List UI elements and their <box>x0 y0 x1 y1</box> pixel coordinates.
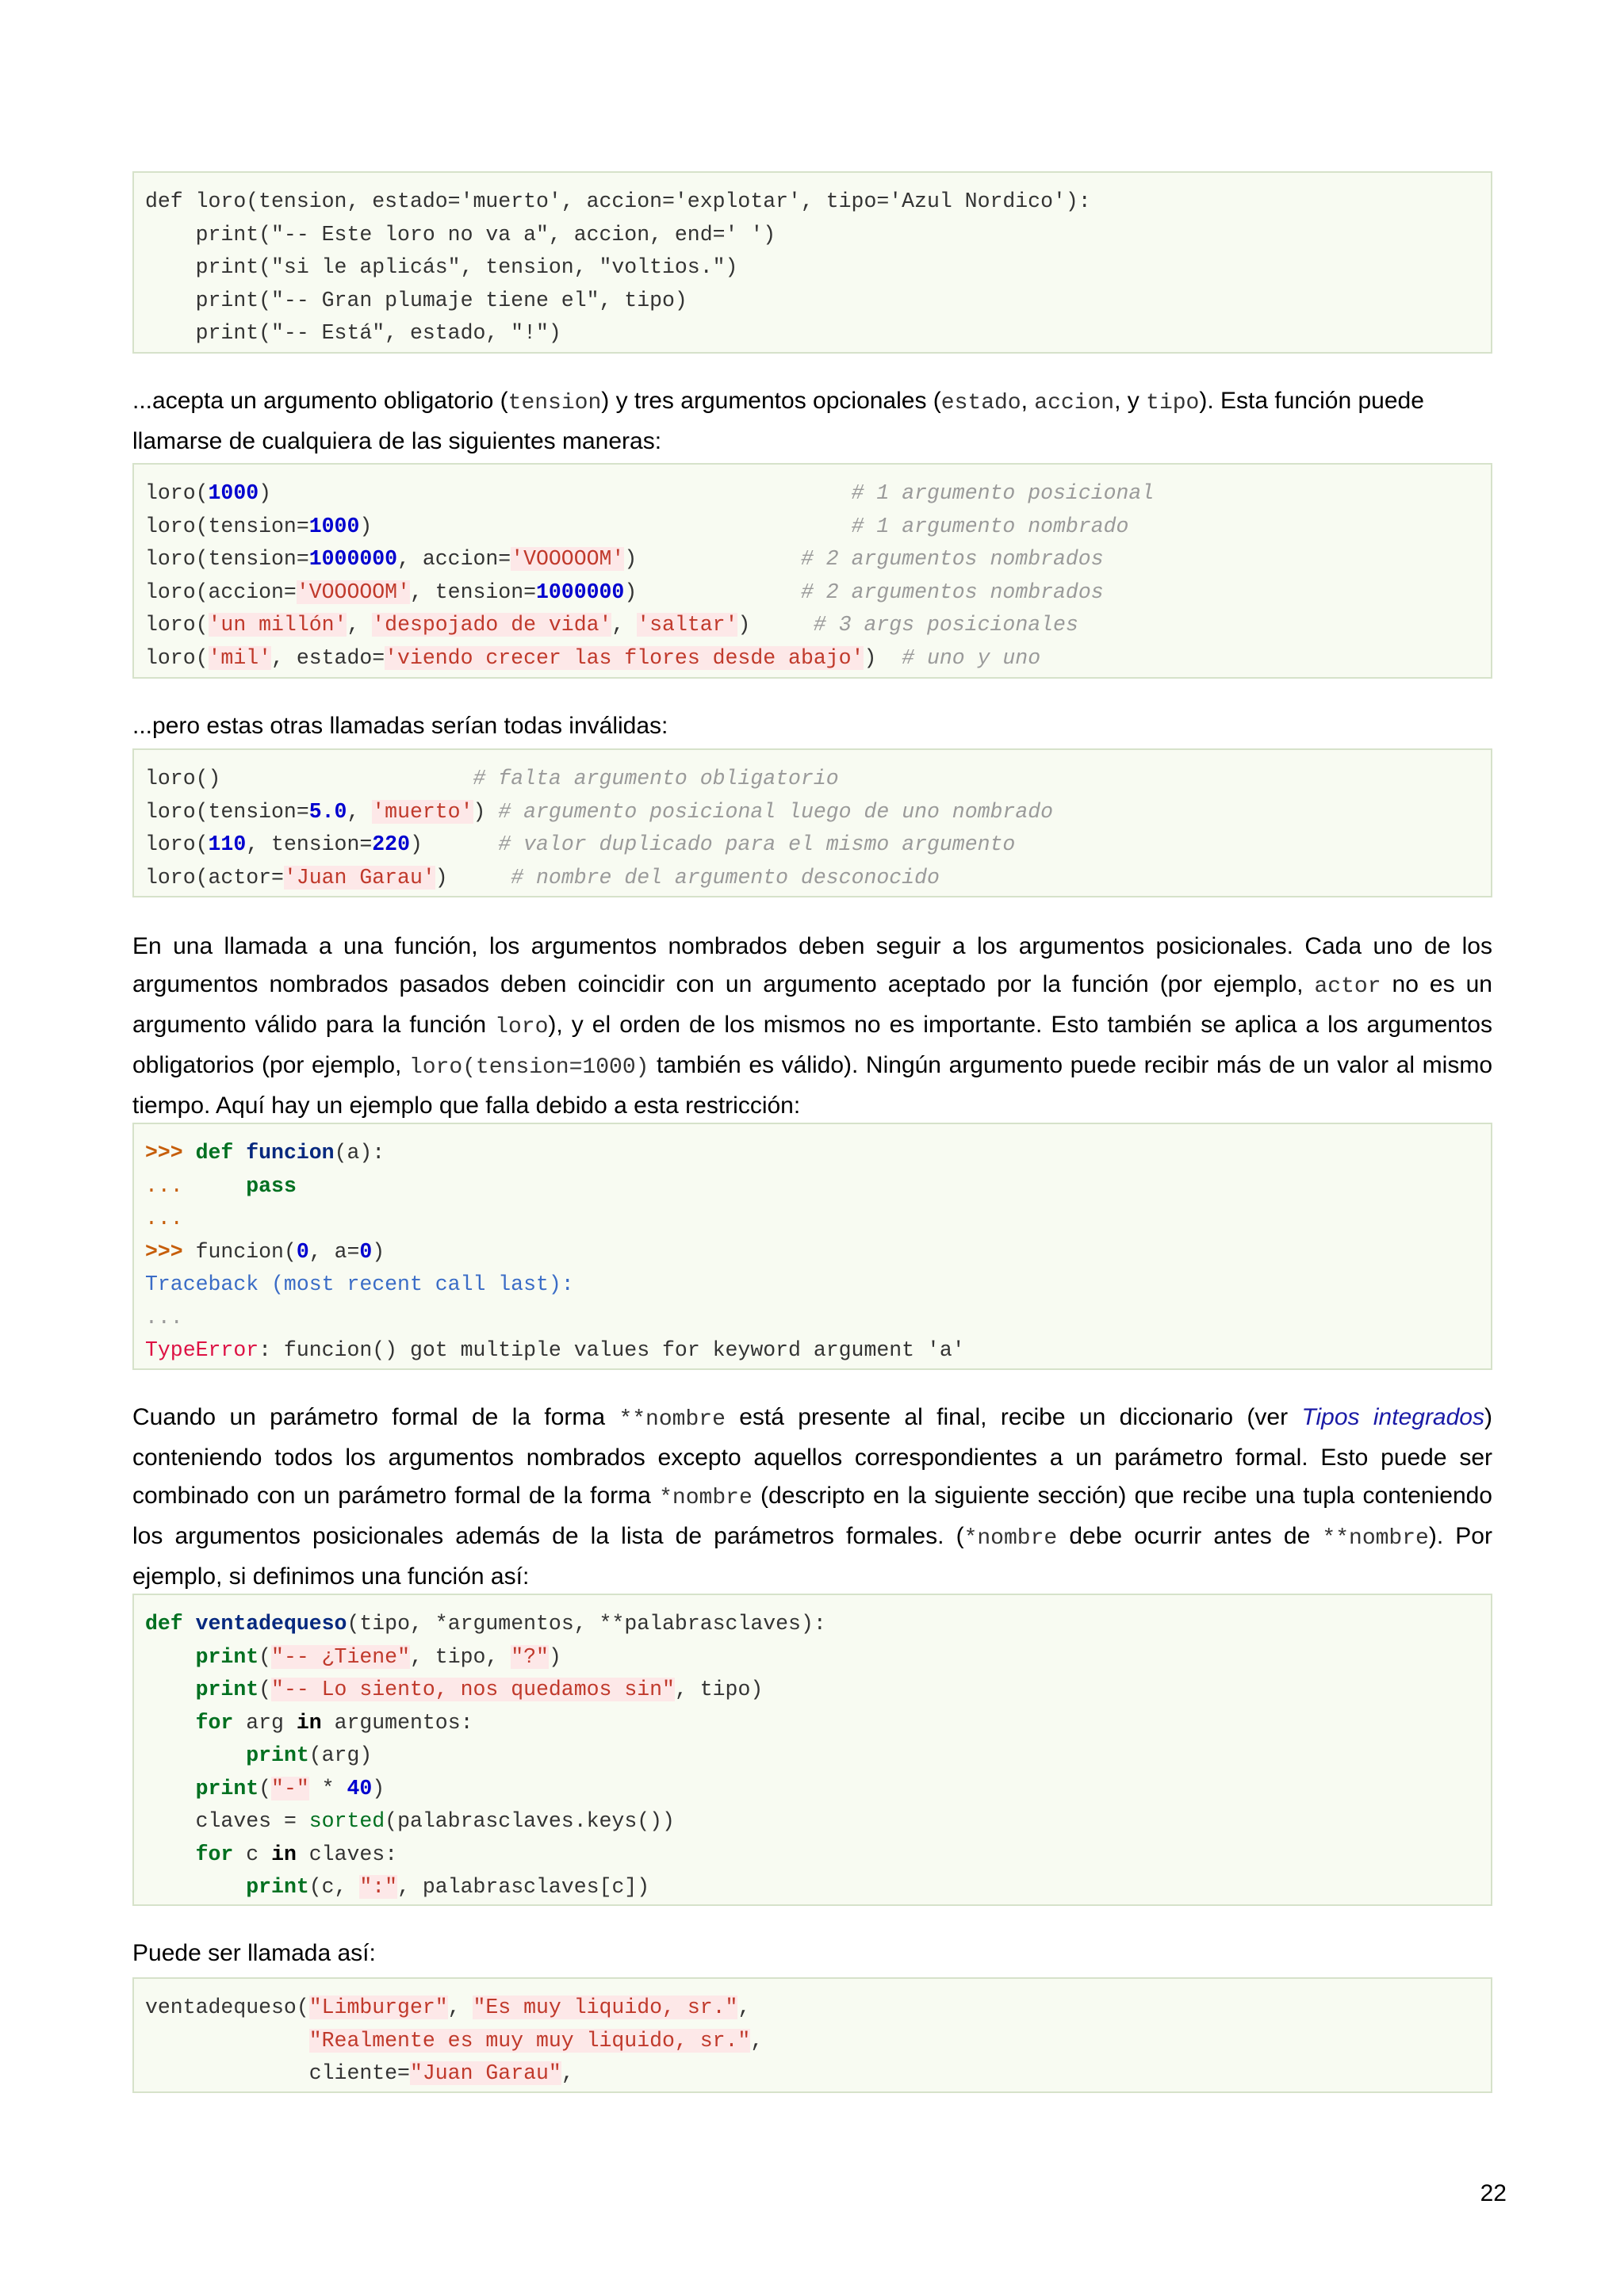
code-line: cliente="Juan Garau", <box>308 2061 574 2085</box>
page-number: 22 <box>1480 2180 1507 2206</box>
paragraph-kwargs-description <box>132 1399 1492 1596</box>
code-line: for arg in argumentos: <box>195 1710 473 1735</box>
text: ) y tres argumentos opcionales ( <box>601 388 941 414</box>
text: En una llamada a una función, los argumentos nombrados deben seguir a los argumentos posicionales. Cada uno de los argumentos nombrados pasados deben coincidir con un argumento aceptado por la función (por ejemplo, <box>132 933 1492 997</box>
code-line: claves = sorted(palabrasclaves.keys()) <box>195 1809 675 1833</box>
inline-code: actor <box>1314 974 1381 999</box>
inline-code: *nombre <box>659 1486 753 1510</box>
code-line: loro(tension=1000) # 1 argumento nombrado <box>145 514 1129 538</box>
code-line: >>> funcion(0, a=0) <box>145 1239 385 1264</box>
text: está presente al final, recibe un diccionario (ver <box>725 1404 1302 1430</box>
code-block-invalid-calls <box>132 748 1492 897</box>
code-line: print(arg) <box>246 1743 373 1767</box>
inline-code: *nombre <box>963 1526 1058 1551</box>
paragraph-invalid-calls-intro: ...pero estas otras llamadas serían todas inválidas: <box>132 713 668 739</box>
code-block-ventadequeso <box>132 1594 1492 1906</box>
code-line: ... <box>145 1305 183 1330</box>
code-line: loro() # falta argumento obligatorio <box>145 767 839 790</box>
code-line: "Realmente es muy muy liquido, sr.", <box>308 2028 764 2053</box>
text: ), y el orden de los mismos no es importante. Esto también se aplica a los argumentos obligatorios (por ejemplo, <box>132 1012 1492 1078</box>
code-line: def loro(tension, estado='muerto', accion='explotar', tipo='Azul Nordico'): <box>145 189 1091 213</box>
code-line: ventadequeso("Limburger", "Es muy liquido, sr.", <box>145 1996 751 2019</box>
code-block-loro-definition <box>132 171 1492 354</box>
inline-code: **nombre <box>1322 1526 1429 1551</box>
tipos-integrados-link[interactable]: Tipos integrados <box>1301 1404 1484 1430</box>
code-line: loro(tension=5.0, 'muerto') # argumento posicional luego de uno nombrado <box>145 799 1054 824</box>
code-line: TypeError: funcion() got multiple values for keyword argument 'a' <box>145 1338 965 1362</box>
code-line: loro(1000) # 1 argumento posicional <box>145 481 1155 505</box>
code-line: Traceback (most recent call last): <box>145 1272 574 1296</box>
inline-code: loro <box>495 1015 549 1039</box>
inline-code: tension <box>508 391 602 415</box>
inline-code: accion <box>1034 391 1115 415</box>
paragraph-optional-arguments <box>132 382 1492 461</box>
code-line: print("-- Gran plumaje tiene el", tipo) <box>145 288 688 312</box>
code-line: ... pass <box>145 1173 297 1198</box>
code-block-repl-example <box>132 1123 1492 1370</box>
code-line: print("-- ¿Tiene", tipo, "?") <box>195 1644 561 1669</box>
code-line: ... <box>145 1207 183 1230</box>
text: también es válido). Ningún argumento puede recibir más de un valor al mismo tiempo. Aquí hay un ejemplo que falla debido a esta restricción: <box>132 1052 1492 1119</box>
code-line: for c in claves: <box>195 1842 398 1866</box>
code-block-valid-calls <box>132 463 1492 679</box>
text: debe ocurrir antes de <box>1057 1523 1323 1549</box>
code-line: loro('un millón', 'despojado de vida', 'saltar') # 3 args posicionales <box>145 613 1078 637</box>
text: no es un argumento válido para la función <box>132 971 1492 1038</box>
paragraph-keyword-rules <box>132 928 1492 1125</box>
text: ). Por ejemplo, si definimos una función así: <box>132 1523 1492 1590</box>
inline-code: tipo <box>1146 391 1200 415</box>
text: ...acepta un argumento obligatorio ( <box>132 388 508 414</box>
code-line: print("-" * 40) <box>195 1776 385 1800</box>
code-line: print("-- Está", estado, "!") <box>145 321 561 345</box>
code-line: loro(accion='VOOOOOM', tension=1000000) # 2 argumentos nombrados <box>145 580 1104 604</box>
code-line: def ventadequeso(tipo, *argumentos, **palabrasclaves): <box>145 1612 826 1636</box>
inline-code: estado <box>940 391 1021 415</box>
code-line: loro(110, tension=220) # valor duplicado para el mismo argumento <box>145 832 1016 856</box>
text: ). Esta función puede llamarse de cualquiera de las siguientes maneras: <box>132 388 1424 454</box>
text: Cuando un parámetro formal de la forma <box>132 1404 619 1430</box>
code-line: >>> def funcion(a): <box>145 1141 385 1165</box>
text: , y <box>1114 388 1147 414</box>
code-line: loro(tension=1000000, accion='VOOOOOM') # 2 argumentos nombrados <box>145 547 1104 571</box>
code-line: loro('mil', estado='viendo crecer las flores desde abajo') # uno y uno <box>145 645 1041 670</box>
text: ) conteniendo todos los argumentos nombrados excepto aquellos correspondientes a un parámetro formal. Esto puede ser combinado con un parámetro formal de la forma <box>132 1404 1492 1509</box>
inline-code: loro(tension=1000) <box>408 1055 649 1080</box>
code-line: print("-- Lo siento, nos quedamos sin", tipo) <box>195 1678 764 1701</box>
code-line: print("-- Este loro no va a", accion, end=' ') <box>145 222 776 247</box>
inline-code: **nombre <box>619 1407 726 1432</box>
text: , <box>1021 388 1035 414</box>
code-line: print("si le aplicás", tension, "voltios.") <box>145 255 738 279</box>
code-line: loro(actor='Juan Garau') # nombre del argumento desconocido <box>145 865 940 890</box>
paragraph-call-intro: Puede ser llamada así: <box>132 1940 376 1966</box>
text: (descripto en la siguiente sección) que recibe una tupla conteniendo los argumentos posicionales además de la lista de parámetros formales. ( <box>132 1483 1492 1549</box>
code-line: print(c, ":", palabrasclaves[c]) <box>246 1875 650 1899</box>
code-block-ventadequeso-call <box>132 1977 1492 2093</box>
